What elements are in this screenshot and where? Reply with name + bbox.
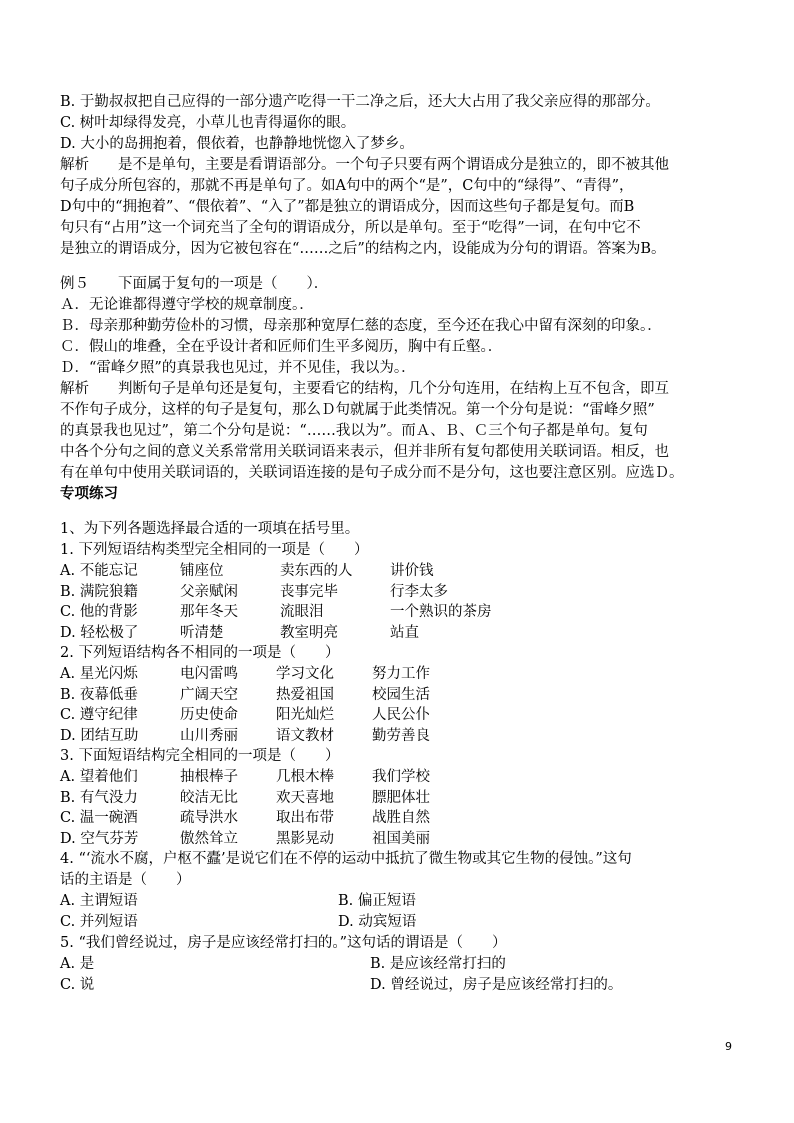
q5-stem: 5. “我们曾经说过，房子是应该经常打扫的。”这句话的谓语是（ ）: [60, 935, 507, 951]
page-number: 9: [725, 1040, 732, 1053]
q3-option-phrase: 皎洁无比: [180, 789, 238, 806]
example5-analysis-line: 解析 判断句子是单句还是复句，主要看它的结构，几个分句连用，在结构上互不包含，即互: [60, 381, 669, 397]
q3-option-phrase: 我们学校: [372, 769, 430, 785]
q2-option-phrase: 努力工作: [372, 666, 430, 682]
example5-analysis-line: 的真景我也见过”，第二个分句是说：“……我以为”。而Ａ、Ｂ、Ｃ三个句子都是单句。复句: [60, 423, 648, 439]
q2-option-phrase: 广阔天空: [180, 686, 238, 703]
q3-option-phrase: 欢天喜地: [276, 789, 334, 806]
q2-option-row: [60, 664, 736, 685]
q3-option-phrase: 疏导洪水: [180, 810, 238, 826]
prev-analysis-line: 解析 是不是单句，主要是看谓语部分。一个句子只要有两个谓语成分是独立的，即不被其他: [60, 157, 669, 173]
practice-heading: 专项练习: [60, 486, 118, 502]
q3-option-row: [60, 829, 736, 850]
prev-analysis-line: 句子成分所包容的，那就不再是单句了。如A句中的两个“是”，C句中的“绿得”、“青得”，: [60, 178, 634, 194]
q2-option-phrase: 人民公仆: [372, 707, 430, 723]
q1-option-phrase: 听清楚: [180, 624, 224, 641]
q2-option-phrase: 学习文化: [276, 666, 334, 682]
q3-option-row: [60, 767, 736, 788]
example5-analysis-line: 中各个分句之间的意义关系常常用关联词语来表示，但并非所有复句都使用关联词语。相反，也: [60, 444, 669, 460]
q2-option-phrase: A. 星光闪烁: [60, 666, 138, 682]
q1-option-phrase: 铺座位: [180, 563, 224, 579]
q4-stem: 4. “‘流水不腐，户枢不蠹’是说它们在不停的运动中抵抗了微生物或其它生物的侵蚀。”这句: [60, 851, 632, 867]
q3-option-phrase: C. 温一碗酒: [60, 810, 138, 826]
q2-option-row: [60, 726, 736, 747]
q2-option-phrase: 勤劳善良: [372, 727, 430, 744]
q3-option-phrase: 几根木棒: [276, 769, 334, 785]
q2-option-phrase: 热爱祖国: [276, 686, 334, 703]
prev-option-b: B. 于勤叔叔把自己应得的一部分遗产吃得一干二净之后，还大大占用了我父亲应得的那部分。: [60, 94, 660, 110]
q5-options-row: [60, 975, 736, 996]
q2-option-phrase: 校园生活: [372, 686, 430, 703]
example5-title: 例５ 下面属于复句的一项是（ ）．: [60, 276, 329, 292]
q4-option-c: C. 并列短语: [60, 914, 138, 930]
q4-stem-cont: 话的主语是（ ）: [60, 872, 191, 888]
q3-option-phrase: D. 空气芬芳: [60, 830, 139, 847]
q3-option-row: [60, 808, 736, 829]
q1-options: [60, 561, 736, 643]
q3-option-phrase: 膘肥体壮: [372, 789, 430, 806]
q5-option-a: A. 是: [60, 956, 95, 972]
example5-option-c: Ｃ．假山的堆叠，全在乎设计者和匠师们生平多阅历，胸中有丘壑。．: [60, 339, 503, 355]
q2-option-row: [60, 705, 736, 726]
q3-option-phrase: A. 望着他们: [60, 769, 138, 785]
q1-option-phrase: 讲价钱: [390, 563, 434, 579]
practice-instruction: 1、为下列各题选择最合适的一项填在括号里。: [60, 521, 360, 537]
example5-option-b: Ｂ．母亲那种勤劳俭朴的习惯，母亲那种宽厚仁慈的态度，至今还在我心中留有深刻的印象。．: [60, 318, 662, 334]
q3-option-phrase: B. 有气没力: [60, 789, 138, 806]
example5-option-d: Ｄ．“雷峰夕照”的真景我也见过，并不见佳，我以为。．: [60, 360, 416, 376]
q1-option-phrase: 流眼泪: [280, 604, 324, 620]
q1-option-phrase: 父亲赋闲: [180, 583, 238, 600]
q3-option-phrase: 抽根棒子: [180, 769, 238, 785]
q1-option-phrase: 站直: [390, 624, 419, 641]
q4-option-d: D. 动宾短语: [338, 914, 417, 930]
q1-option-phrase: A. 不能忘记: [60, 563, 138, 579]
prev-option-d: D. 大小的岛拥抱着，偎依着，也静静地恍惚入了梦乡。: [60, 136, 414, 152]
q3-option-phrase: 傲然耸立: [180, 830, 238, 847]
q3-option-phrase: 祖国美丽: [372, 830, 430, 847]
q3-option-phrase: 黑影晃动: [276, 830, 334, 847]
q4-options-row: [60, 891, 736, 912]
q2-option-phrase: D. 团结互助: [60, 727, 139, 744]
q5-option-c: C. 说: [60, 977, 95, 993]
q1-option-row: [60, 602, 736, 623]
q4-options-row: [60, 912, 736, 933]
q2-option-phrase: B. 夜幕低垂: [60, 686, 138, 703]
q4-option-b: B. 偏正短语: [338, 893, 416, 909]
q1-option-phrase: 一个熟识的茶房: [390, 604, 492, 620]
q1-option-phrase: 丧事完毕: [280, 583, 338, 600]
q5-option-b: B. 是应该经常打扫的: [370, 956, 506, 972]
example5-analysis-line: 有在单句中使用关联词语的，关联词语连接的是句子成分而不是分句，这也要注意区别。应选Ｄ。: [60, 465, 684, 481]
q5-options-row: [60, 954, 736, 975]
q1-option-phrase: 行李太多: [390, 583, 448, 600]
prev-option-c: C. 树叶却绿得发亮，小草儿也青得逼你的眼。: [60, 115, 356, 131]
q2-options: [60, 664, 736, 746]
q2-option-phrase: 历史使命: [180, 707, 238, 723]
q2-option-phrase: 阳光灿烂: [276, 707, 334, 723]
q1-option-phrase: C. 他的背影: [60, 604, 138, 620]
q4-option-a: A. 主谓短语: [60, 893, 138, 909]
document-page: [60, 92, 736, 996]
q2-option-row: [60, 685, 736, 706]
q3-options: [60, 767, 736, 849]
q2-stem: 2. 下列短语结构各不相同的一项是（ ）: [60, 645, 340, 661]
q1-option-phrase: 卖东西的人: [280, 563, 353, 579]
q1-option-phrase: D. 轻松极了: [60, 624, 139, 641]
q1-stem: 1. 下列短语结构类型完全相同的一项是（ ）: [60, 542, 369, 558]
q1-option-row: [60, 623, 736, 644]
q1-option-phrase: B. 满院狼籍: [60, 583, 138, 600]
q2-option-phrase: 山川秀丽: [180, 727, 238, 744]
q1-option-row: [60, 582, 736, 603]
q3-option-phrase: 取出布带: [276, 810, 334, 826]
q1-option-phrase: 那年冬天: [180, 604, 238, 620]
q2-option-phrase: C. 遵守纪律: [60, 707, 138, 723]
q3-option-phrase: 战胜自然: [372, 810, 430, 826]
prev-analysis-line: 是独立的谓语成分，因为它被包容在“……之后”的结构之内，设能成为分句的谓语。答案为B。: [60, 241, 666, 257]
prev-analysis-line: 句只有“占用”这一个词充当了全句的谓语成分，所以是单句。至于“吃得”一词，在句中它不: [60, 220, 641, 236]
example5-option-a: Ａ．无论谁都得遵守学校的规章制度。．: [60, 297, 314, 313]
q5-option-d: D. 曾经说过，房子是应该经常打扫的。: [370, 977, 623, 993]
prev-analysis-line: D句中的“拥抱着”、“偎依着”、“入了”都是独立的谓语成分，因而这些句子都是复句。而B: [60, 199, 635, 215]
q1-option-row: [60, 561, 736, 582]
q2-option-phrase: 语文教材: [276, 727, 334, 744]
q2-option-phrase: 电闪雷鸣: [180, 666, 238, 682]
q1-option-phrase: 教室明亮: [280, 624, 338, 641]
q3-stem: 3. 下面短语结构完全相同的一项是（ ）: [60, 748, 340, 764]
q3-option-row: [60, 788, 736, 809]
example5-analysis-line: 不作句子成分，这样的句子是复句，那么Ｄ句就属于此类情况。第一个分句是说：“雷峰夕照”: [60, 402, 655, 418]
